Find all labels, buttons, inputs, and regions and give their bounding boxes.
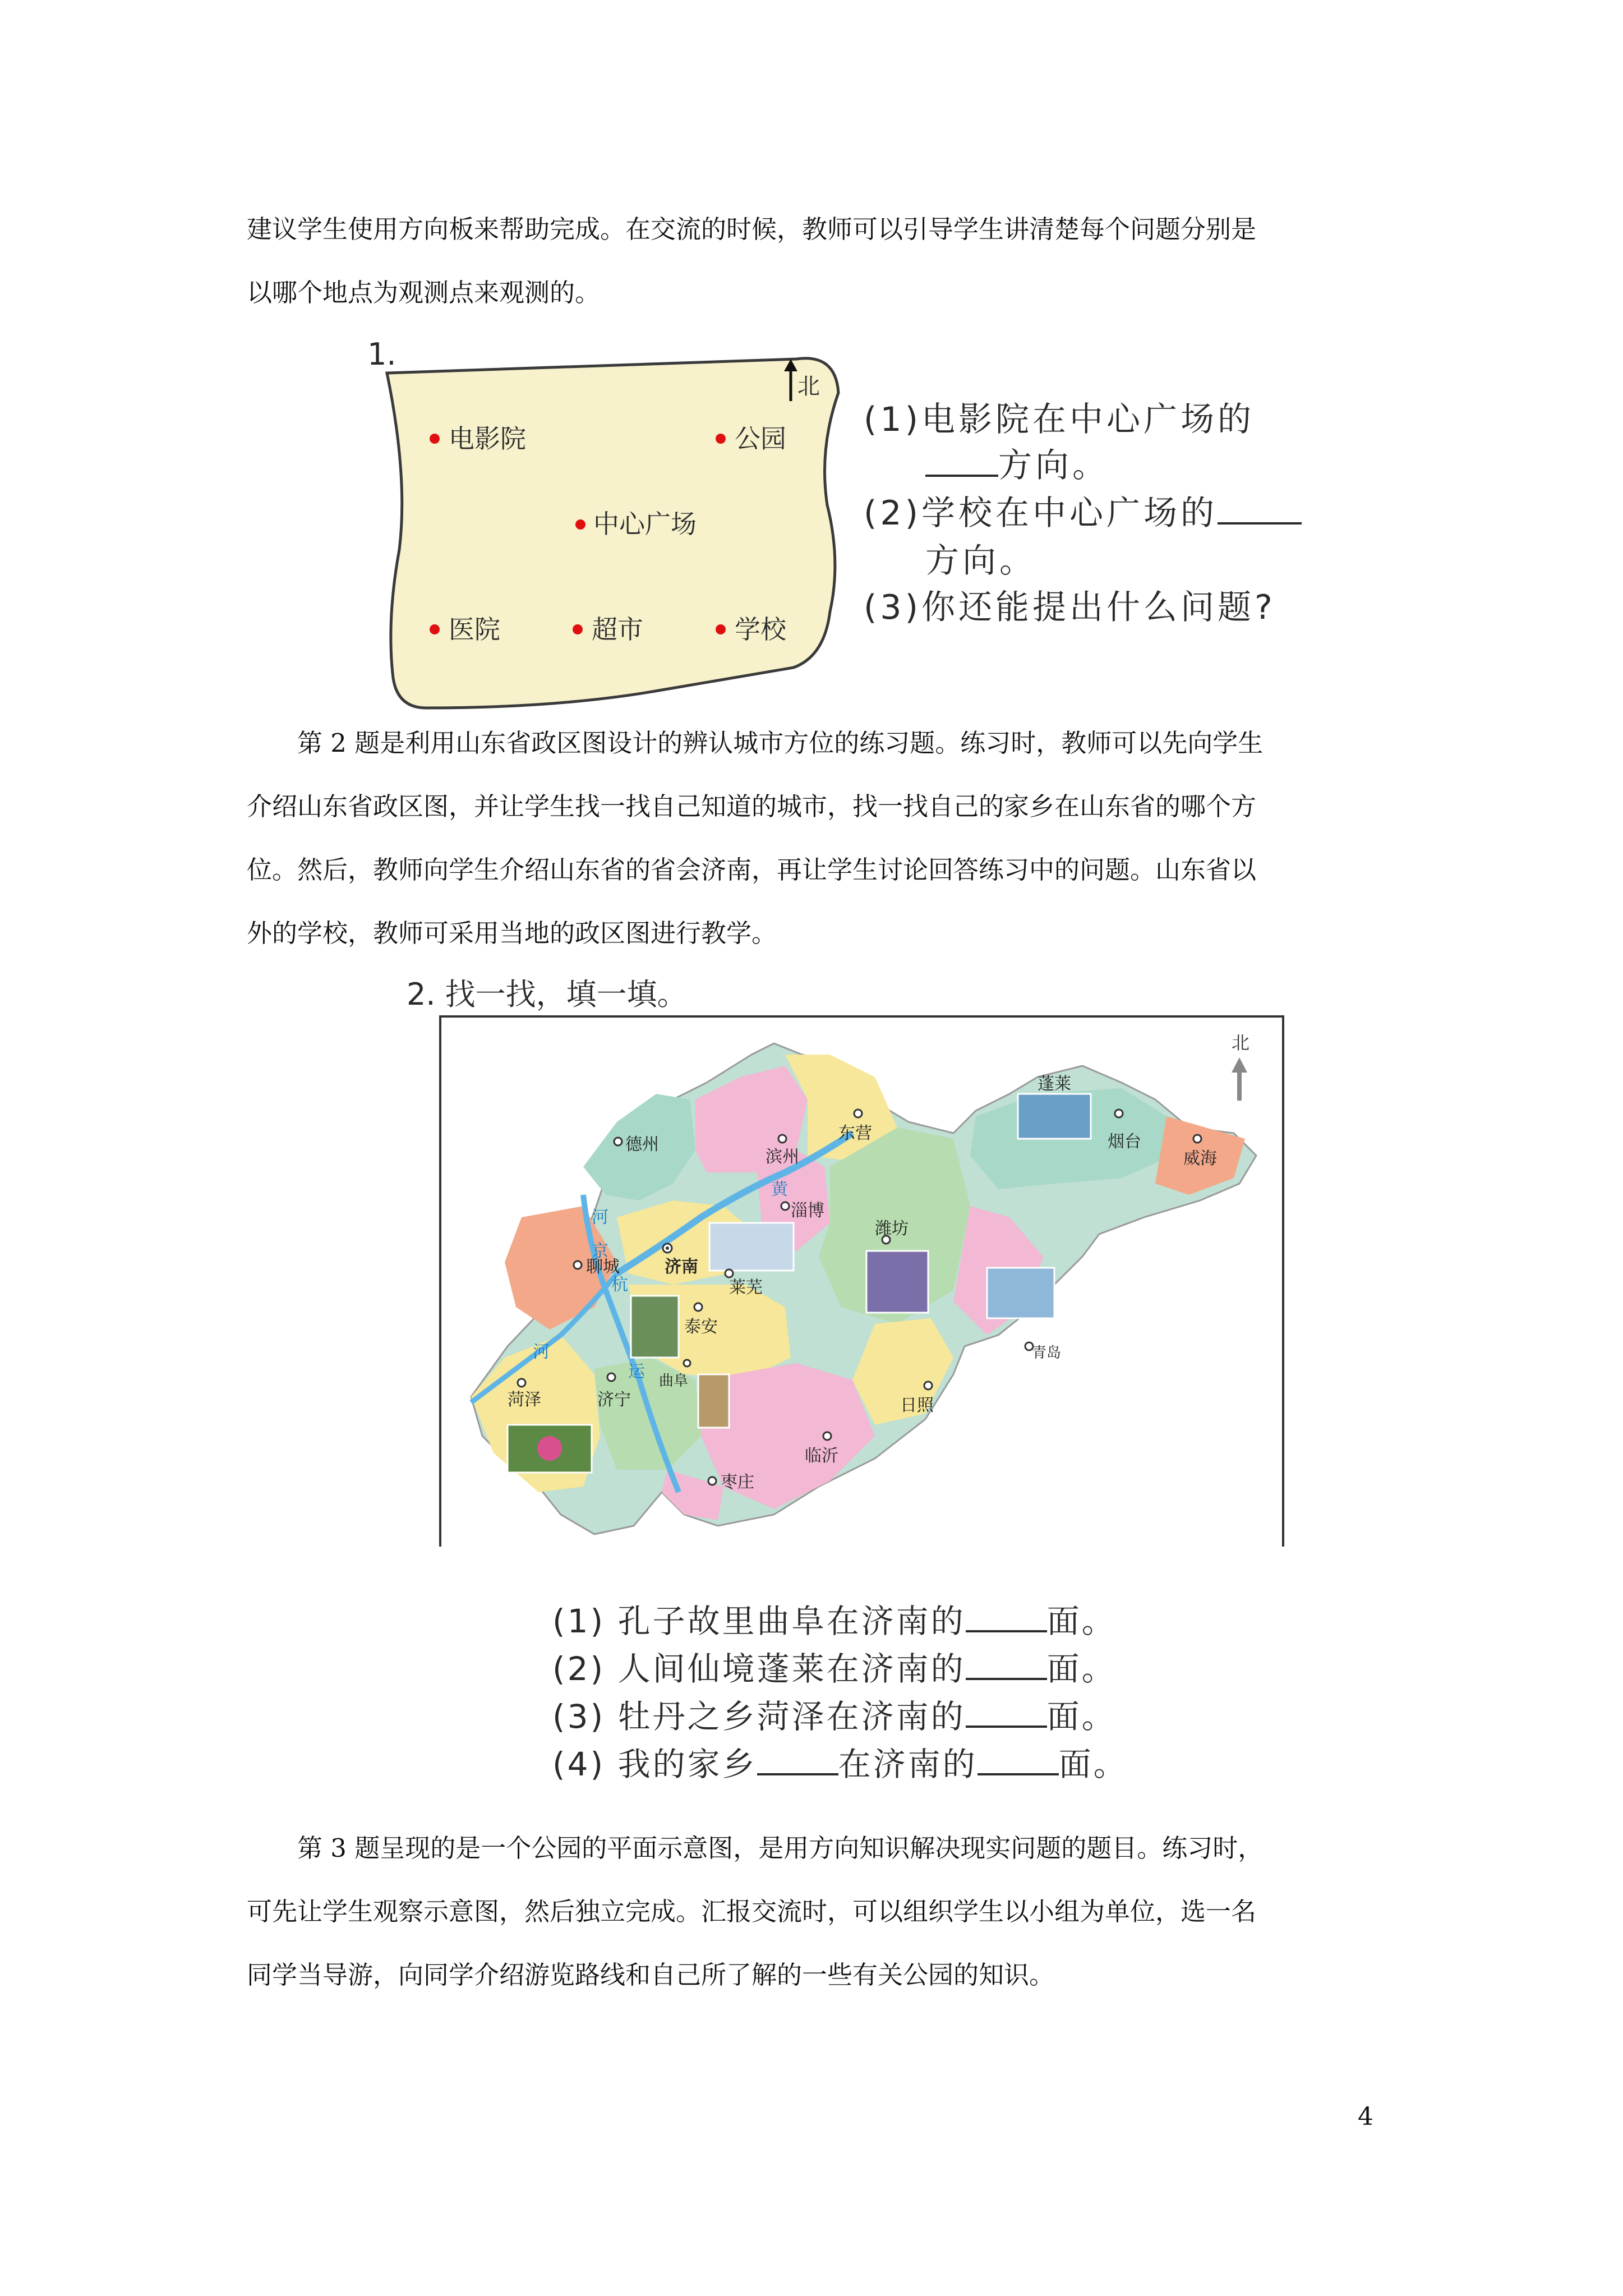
city-heze: 菏泽	[508, 1390, 541, 1410]
exercise-2-heading: 2. 找一找，填一填。	[407, 977, 688, 1012]
answer-blank[interactable]	[978, 1749, 1059, 1775]
city-dezhou: 德州	[625, 1135, 659, 1154]
north-label: 北	[797, 374, 820, 399]
place-school: 学校	[735, 614, 786, 645]
river-label: 京	[592, 1241, 608, 1261]
city-liaocheng: 聊城	[586, 1257, 620, 1277]
para-line: 位。然后，教师向学生介绍山东省的省会济南，再让学生讨论回答练习中的问题。山东省以	[247, 855, 1257, 885]
question-text: (2)学校在中心广场的	[864, 494, 1218, 533]
city-weihai: 威海	[1183, 1149, 1217, 1168]
city-qufu: 曲阜	[659, 1373, 689, 1389]
answer-blank[interactable]	[757, 1749, 838, 1775]
river-label: 运	[628, 1362, 645, 1382]
answer-blank[interactable]	[966, 1605, 1047, 1632]
exercise-number: 1.	[367, 337, 396, 372]
paragraph-3	[247, 1816, 1385, 2007]
city-yantai: 烟台	[1108, 1132, 1141, 1152]
question-text: (3)你还能提出什么问题?	[864, 588, 1276, 627]
place-market: 超市	[592, 614, 643, 645]
para-line: 介绍山东省政区图，并让学生找一找自己知道的城市，找一找自己的家乡在山东省的哪个方	[247, 792, 1257, 821]
river-label: 杭	[611, 1275, 628, 1295]
city-laiwu: 莱芜	[729, 1278, 763, 1297]
photo-baotu	[709, 1223, 794, 1271]
photo-taishan	[631, 1296, 679, 1358]
question-text: 在济南的	[838, 1745, 978, 1783]
para-line: 外的学校，教师可采用当地的政区图进行教学。	[247, 918, 777, 948]
place-center: 中心广场	[593, 509, 697, 539]
city-qingdao: 青岛	[1032, 1345, 1062, 1361]
photo-confucius	[698, 1374, 729, 1428]
question-text: 面。	[1046, 1650, 1117, 1688]
para-line: 可先让学生观察示意图，然后独立完成。汇报交流时，可以组织学生以小组为单位，选一名	[247, 1897, 1257, 1926]
map-north-label: 北	[1232, 1032, 1250, 1053]
place-cinema: 电影院	[449, 424, 526, 454]
question-text: (1)电影院在中心广场的	[864, 400, 1255, 439]
page-number: 4	[1358, 2102, 1373, 2131]
place-hospital: 医院	[449, 614, 500, 645]
city-jining: 济宁	[597, 1390, 631, 1410]
answer-blank[interactable]	[966, 1701, 1047, 1728]
photo-penglai	[1018, 1094, 1091, 1139]
city-weifang: 潍坊	[875, 1219, 909, 1239]
question-text: 面。	[1046, 1697, 1117, 1736]
question-text: (2) 人间仙境蓬莱在济南的	[552, 1650, 966, 1688]
river-label: 河	[592, 1208, 608, 1227]
para-line: 第 3 题呈现的是一个公园的平面示意图，是用方向知识解决现实问题的题目。练习时，	[297, 1833, 1264, 1863]
river-label: 黄	[771, 1180, 788, 1199]
city-linyi: 临沂	[805, 1446, 838, 1466]
river-label: 河	[533, 1342, 550, 1362]
question-text: 方向。	[925, 541, 1036, 581]
question-text: 面。	[1058, 1745, 1128, 1783]
photo-weifang-kite	[866, 1251, 928, 1313]
question-text: (3) 牡丹之乡菏泽在济南的	[552, 1697, 966, 1736]
city-zibo: 淄博	[791, 1201, 824, 1221]
para-line: 同学当导游，向同学介绍游览路线和自己所了解的一些有关公园的知识。	[247, 1960, 1055, 1990]
city-jinan: 济南	[665, 1257, 698, 1277]
para-line: 第 2 题是利用山东省政区图设计的辨认城市方位的练习题。练习时，教师可以先向学生	[297, 728, 1264, 758]
question-text: 方向。	[998, 446, 1109, 485]
question-text: (1) 孔子故里曲阜在济南的	[552, 1602, 966, 1640]
question-text: 面。	[1046, 1602, 1117, 1640]
intro-line: 建议学生使用方向板来帮助完成。在交流的时候，教师可以引导学生讲清楚每个问题分别是	[247, 214, 1257, 244]
city-taian: 泰安	[684, 1317, 718, 1337]
city-binzhou: 滨州	[766, 1147, 799, 1167]
place-park: 公园	[735, 424, 786, 454]
city-zaozhuang: 枣庄	[721, 1473, 754, 1492]
city-penglai: 蓬莱	[1038, 1074, 1071, 1094]
photo-qingdao	[987, 1268, 1054, 1318]
answer-blank[interactable]	[966, 1653, 1047, 1680]
city-rizhao: 日照	[900, 1396, 934, 1415]
intro-line: 以哪个地点为观测点来观测的。	[247, 278, 601, 307]
question-text: (4) 我的家乡	[552, 1745, 757, 1783]
city-dongying: 东营	[838, 1124, 872, 1143]
